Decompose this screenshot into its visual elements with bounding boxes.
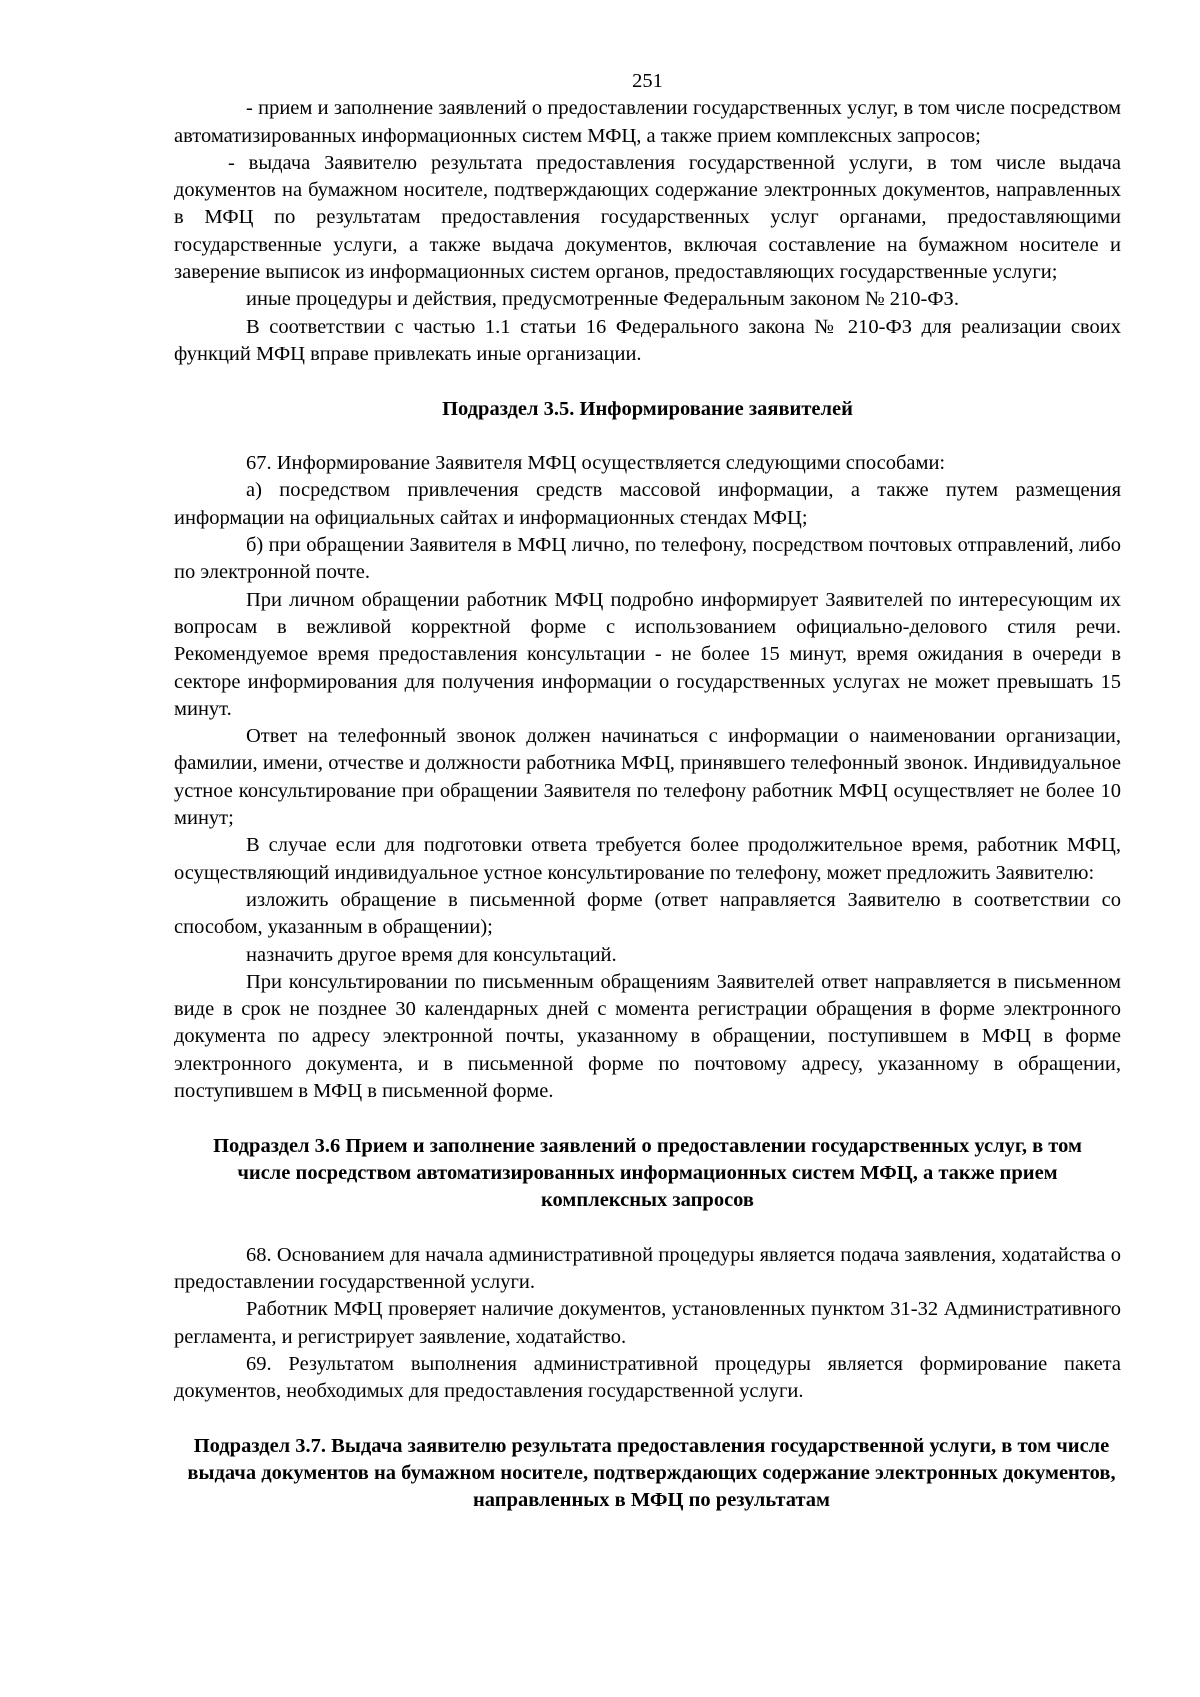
paragraph-written-consultation: При консультировании по письменным обращениям Заявителей ответ направляется в письменном виде в срок не позднее 30 календарных дней с момента регистрации обращения в форме электронного документа по адресу электронной почты, указанному в обращении, поступившем в МФЦ в форме электронного документа, и в письменной форме по почтовому адресу, указанному в обращении, поступившем в МФЦ в письменной форме. bbox=[174, 970, 1121, 1102]
paragraph-67: 67. Информирование Заявителя МФЦ осуществляется следующими способами: bbox=[246, 452, 946, 475]
heading-block-3-7 bbox=[174, 1433, 1121, 1515]
paragraph-longer-time: В случае если для подготовки ответа требуется более продолжительное время, работник МФЦ, осуществляющий индивидуальное устное консультирование по телефону, может предложить Заявителю: bbox=[174, 834, 1121, 884]
paragraph-68: 68. Основанием для начала административной процедуры является подача заявления, ходатайства о предоставлении государственной услуги. bbox=[174, 1243, 1121, 1294]
paragraph-other-time: назначить другое время для консультаций. bbox=[246, 943, 617, 966]
paragraph-other-procedures: иные процедуры и действия, предусмотренные Федеральным законом № 210-ФЗ. bbox=[246, 288, 959, 311]
spacer bbox=[174, 423, 1121, 450]
paragraph-document-check: Работник МФЦ проверяет наличие документов, установленных пунктом 31-32 Административного регламента, и регистрирует заявление, ходатайство. bbox=[174, 1298, 1121, 1348]
heading-subsection-3-7: Подраздел 3.7. Выдача заявителю результата предоставления государственной услуги, в том числе выдача документов на бумажном носителе, подтверждающих содержание электронных документов, направленных в МФЦ по результатам bbox=[187, 1434, 1116, 1512]
spacer bbox=[174, 1105, 1121, 1132]
heading-block-3-6 bbox=[174, 1133, 1121, 1215]
paragraph-personal-consultation: При личном обращении работник МФЦ подробно информирует Заявителей по интересующим их вопросам в вежливой корректной форме с использованием официально-делового стиля речи. Рекомендуемое время предоставления консультации - не более 15 минут, время ожидания в очереди в секторе информирования для получения информации о государственных услугах не может превышать 15 минут. bbox=[174, 588, 1121, 720]
paragraph-written-form: изложить обращение в письменной форме (ответ направляется Заявителю в соответствии со способом, указанным в обращении); bbox=[174, 888, 1121, 939]
paragraph-phone-call: Ответ на телефонный звонок должен начинаться с информации о наименовании организации, фамилии, имени, отчестве и должности работника МФЦ, принявшего телефонный звонок. Индивидуальное устное консультирование при обращении Заявителя по телефону работник МФЦ осуществляет не более 10 минут; bbox=[174, 725, 1121, 830]
spacer bbox=[174, 1214, 1121, 1241]
paragraph-other-organizations: В соответствии с частью 1.1 статьи 16 Федерального закона № 210-ФЗ для реализации своих функций МФЦ вправе привлекать иные организации. bbox=[174, 315, 1121, 365]
heading-subsection-3-5: Подраздел 3.5. Информирование заявителей bbox=[442, 397, 853, 420]
paragraph-issuance-result: - выдача Заявителю результата предоставления государственной услуги, в том числе выдача документов на бумажном носителе, подтверждающих содержание электронных документов, направленных в МФЦ по результатам предоставления государственных услуг органами, предоставляющими государственные услуги, а также выдача документов, включая составление на бумажном носителе и заверение выписок из информационных систем органов, предоставляющих государственные услуги; bbox=[174, 151, 1121, 284]
page-number: 251 bbox=[632, 70, 663, 92]
spacer bbox=[174, 1406, 1121, 1433]
paragraph-67-b: б) при обращении Заявителя в МФЦ лично, по телефону, посредством почтовых отправлений, либо по электронной почте. bbox=[174, 534, 1121, 584]
paragraph-67-a: а) посредством привлечения средств массовой информации, а также путем размещения информации на официальных сайтах и информационных стендах МФЦ; bbox=[174, 479, 1121, 529]
document-page bbox=[174, 68, 1121, 1515]
paragraph-69: 69. Результатом выполнения административной процедуры является формирование пакета документов, необходимых для предоставления государственной услуги. bbox=[174, 1352, 1121, 1403]
spacer bbox=[174, 368, 1121, 395]
heading-subsection-3-6: Подраздел 3.6 Прием и заполнение заявлений о предоставлении государственных услуг, в том числе посредством автоматизированных информационных систем МФЦ, а также прием комплексных запросов bbox=[213, 1134, 1082, 1212]
paragraph-reception-applications: - прием и заполнение заявлений о предоставлении государственных услуг, в том числе посредством автоматизированных информационных систем МФЦ, а также прием комплексных запросов; bbox=[174, 97, 1121, 147]
